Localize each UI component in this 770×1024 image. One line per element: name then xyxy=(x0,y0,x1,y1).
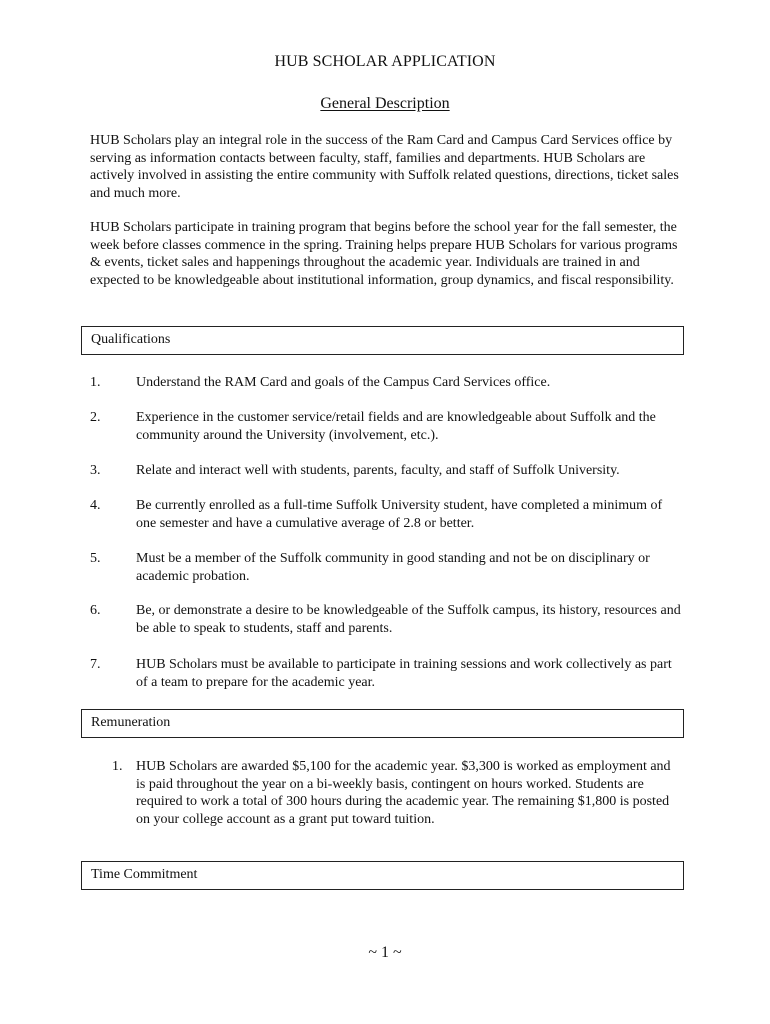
list-number: 1. xyxy=(112,759,123,774)
list-text: HUB Scholars must be available to participate in training sessions and work collectively as part of a team to prepare for the academic year. xyxy=(136,657,672,690)
list-number: 4. xyxy=(90,498,101,513)
list-text: Relate and interact well with students, parents, faculty, and staff of Suffolk University. xyxy=(136,463,620,478)
list-number: 1. xyxy=(90,375,101,390)
list-text: Understand the RAM Card and goals of the Campus Card Services office. xyxy=(136,375,551,390)
general-description-heading: General Description xyxy=(320,95,450,112)
remuneration-label: Remuneration xyxy=(91,715,171,730)
list-text: Must be a member of the Suffolk community in good standing and not be on disciplinary or academic probation. xyxy=(136,551,650,584)
list-number: 6. xyxy=(90,603,101,618)
list-number: 2. xyxy=(90,410,101,425)
time-commitment-label: Time Commitment xyxy=(91,867,198,882)
list-text: Be, or demonstrate a desire to be knowledgeable of the Suffolk campus, its history, resources and be able to speak to students, staff and parents. xyxy=(136,603,681,636)
list-text: HUB Scholars are awarded $5,100 for the academic year. $3,300 is worked as employment and is paid throughout the year on a bi-weekly basis, contingent on hours worked. Students are required to work a total of 300 hours during the academic year. The remaining $1,800 is posted on your college account as a grant put toward tuition. xyxy=(136,759,671,827)
list-number: 5. xyxy=(90,551,101,566)
intro-paragraph-1: HUB Scholars play an integral role in the success of the Ram Card and Campus Card Services office by serving as information contacts between faculty, staff, families and departments. HUB Scholars are actively involved in assisting the entire community with Suffolk related questions, directions, ticket sales and much more. xyxy=(90,133,679,201)
list-text: Be currently enrolled as a full-time Suffolk University student, have completed a minimum of one semester and have a cumulative average of 2.8 or better. xyxy=(136,498,663,531)
qualifications-section-header xyxy=(81,326,684,355)
list-number: 7. xyxy=(90,657,101,672)
qualifications-label: Qualifications xyxy=(91,332,171,347)
intro-paragraph-2: HUB Scholars participate in training program that begins before the school year for the fall semester, the week before classes commence in the spring. Training helps prepare HUB Scholars for various programs & events, ticket sales and happenings throughout the academic year. Individuals are trained in and expected to be knowledgeable about institutional information, group dynamics, and fiscal responsibility. xyxy=(90,220,678,288)
list-number: 3. xyxy=(90,463,101,478)
remuneration-section-header xyxy=(81,709,684,738)
page-number: ~ 1 ~ xyxy=(368,944,402,961)
list-text: Experience in the customer service/retail fields and are knowledgeable about Suffolk and the community around the University (involvement, etc.). xyxy=(136,410,656,443)
document-title: HUB SCHOLAR APPLICATION xyxy=(274,53,496,70)
time-commitment-section-header xyxy=(81,861,684,890)
